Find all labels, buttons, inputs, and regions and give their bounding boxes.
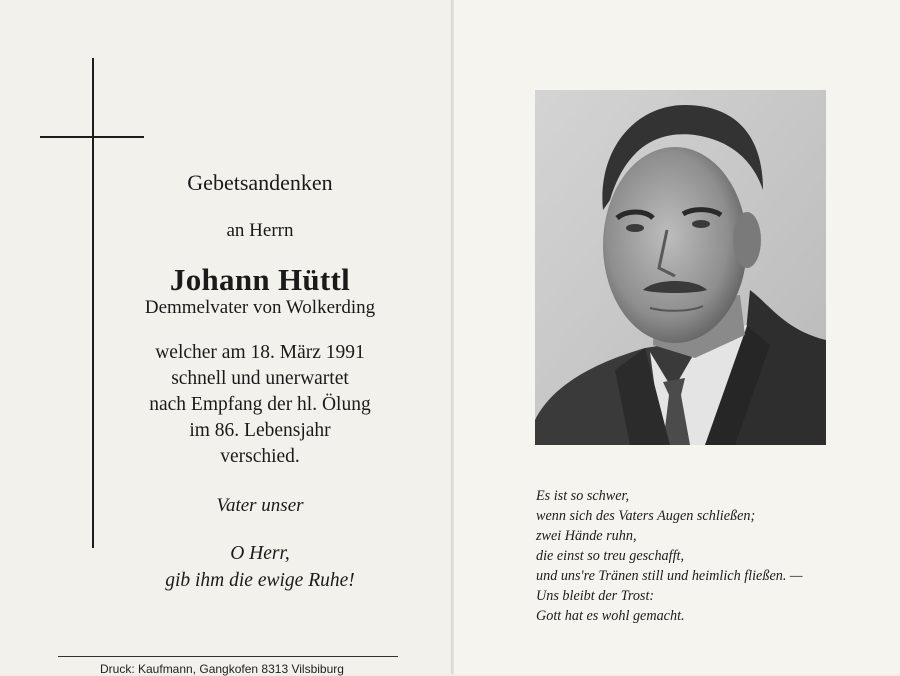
death-notice-line: im 86. Lebensjahr	[189, 420, 331, 441]
death-notice-line: schnell und unerwartet	[171, 368, 349, 389]
cross-vertical-bar	[92, 58, 94, 548]
printer-footer: Druck: Kaufmann, Gangkofen 8313 Vilsbiburg	[100, 662, 344, 676]
poem-line: die einst so treu geschafft,	[536, 548, 685, 564]
poem-line: wenn sich des Vaters Augen schließen;	[536, 508, 756, 524]
deceased-name: Johann Hüttl	[169, 262, 351, 297]
portrait-photo	[535, 90, 826, 445]
card-heading: Gebetsandenken	[187, 170, 333, 195]
poem-line: und uns're Tränen still und heimlich fließen. —	[536, 568, 803, 584]
poem-line: zwei Hände ruhn,	[536, 528, 637, 544]
poem-line: Es ist so schwer,	[536, 488, 630, 504]
death-notice-line: welcher am 18. März 1991	[155, 342, 365, 363]
footer-rule	[58, 656, 398, 657]
prayer	[110, 540, 410, 594]
prayer-line: O Herr,	[230, 543, 290, 564]
salutation: an Herrn	[226, 220, 294, 241]
death-notice	[110, 340, 410, 470]
death-notice-line: nach Empfang der hl. Ölung	[149, 394, 371, 415]
death-notice-line: verschied.	[220, 446, 300, 467]
memorial-poem	[536, 486, 803, 626]
prayer-line: gib ihm die ewige Ruhe!	[165, 570, 355, 591]
card-fold	[451, 0, 454, 674]
prayer-title: Vater unser	[216, 495, 304, 516]
poem-line: Gott hat es wohl gemacht.	[536, 608, 685, 624]
poem-line: Uns bleibt der Trost:	[536, 588, 655, 604]
cross-horizontal-bar	[40, 136, 144, 138]
deceased-title: Demmelvater von Wolkerding	[144, 297, 376, 318]
portrait-icon	[535, 90, 826, 445]
